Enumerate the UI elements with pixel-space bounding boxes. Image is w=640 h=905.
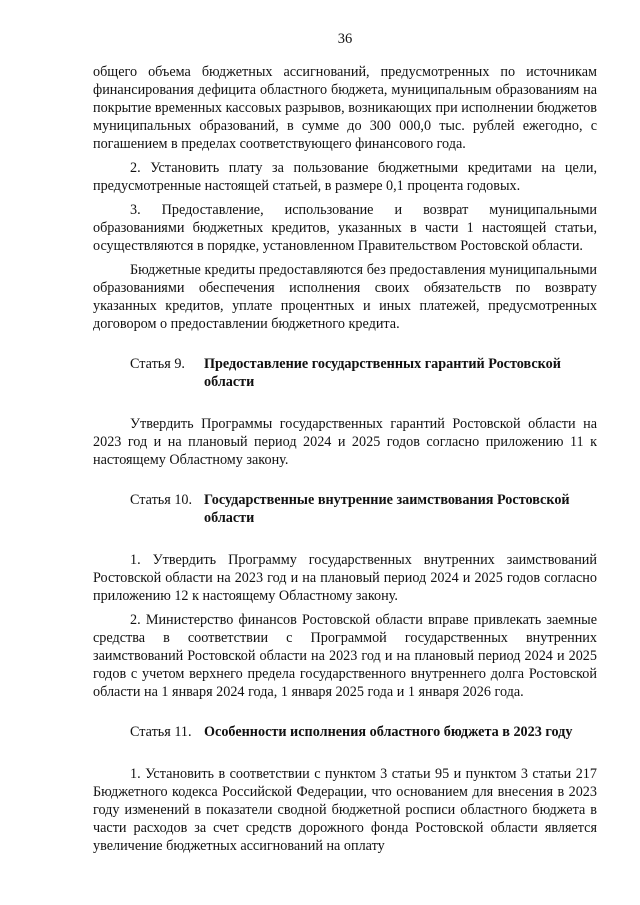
article-title: Предоставление государственных гарантий Ростовской области [204, 356, 561, 390]
article-11-heading [93, 723, 597, 741]
document-body [93, 63, 597, 855]
paragraph: 3. Предоставление, использование и возврат муниципальными образованиями бюджетных кредитов, указанных в части 1 настоящей статьи, осуществляются в порядке, установленном Правительством Ростовской области. [93, 202, 597, 254]
paragraph-continuation: общего объема бюджетных ассигнований, предусмотренных по источникам финансирования дефицита областного бюджета, муниципальным образованиям на покрытие временных кассовых разрывов, возникающих при исполнении бюджетов муниципальных образований, в сумме до 300 000,0 тыс. рублей ежегодно, с погашением в пределах соответствующего финансового года. [93, 64, 597, 152]
paragraph: Утвердить Программы государственных гарантий Ростовской области на 2023 год и на плановый период 2024 и 2025 годов согласно приложению 11 к настоящему Областному закону. [93, 416, 597, 468]
article-9-heading [93, 355, 597, 391]
article-title: Государственные внутренние заимствования Ростовской области [204, 492, 570, 526]
article-label: Статья 9. [130, 356, 185, 372]
paragraph: 1. Утвердить Программу государственных внутренних заимствований Ростовской области на 2023 год и на плановый период 2024 и 2025 годов согласно приложению 12 к настоящему Областному закону. [93, 552, 597, 604]
article-label: Статья 11. [130, 724, 192, 740]
paragraph: 2. Установить плату за пользование бюджетными кредитами на цели, предусмотренные настоящей статьей, в размере 0,1 процента годовых. [93, 160, 597, 194]
article-title: Особенности исполнения областного бюджета в 2023 году [204, 724, 573, 740]
paragraph: 1. Установить в соответствии с пунктом 3 статьи 95 и пунктом 3 статьи 217 Бюджетного кодекса Российской Федерации, что основанием для внесения в 2023 году изменений в показатели сводной бюджетной росписи областного бюджета в части расходов за счет средств дорожного фонда Ростовской области является увеличение бюджетных ассигнований на оплату [93, 766, 597, 854]
article-label: Статья 10. [130, 492, 193, 508]
paragraph: Бюджетные кредиты предоставляются без предоставления муниципальными образованиями обеспечения исполнения своих обязательств по возврату указанных кредитов, уплате процентных и иных платежей, предусмотренных договором о предоставлении бюджетного кредита. [93, 262, 597, 332]
paragraph: 2. Министерство финансов Ростовской области вправе привлекать заемные средства в соответствии с Программой государственных внутренних заимствований Ростовской области на 2023 год и на плановый период 2024 и 2025 годов с учетом верхнего предела государственного внутреннего долга Ростовской области на 1 января 2024 года, 1 января 2025 года и 1 января 2026 года. [93, 612, 597, 700]
article-10-heading [93, 491, 597, 527]
page-number: 36 [337, 31, 353, 47]
